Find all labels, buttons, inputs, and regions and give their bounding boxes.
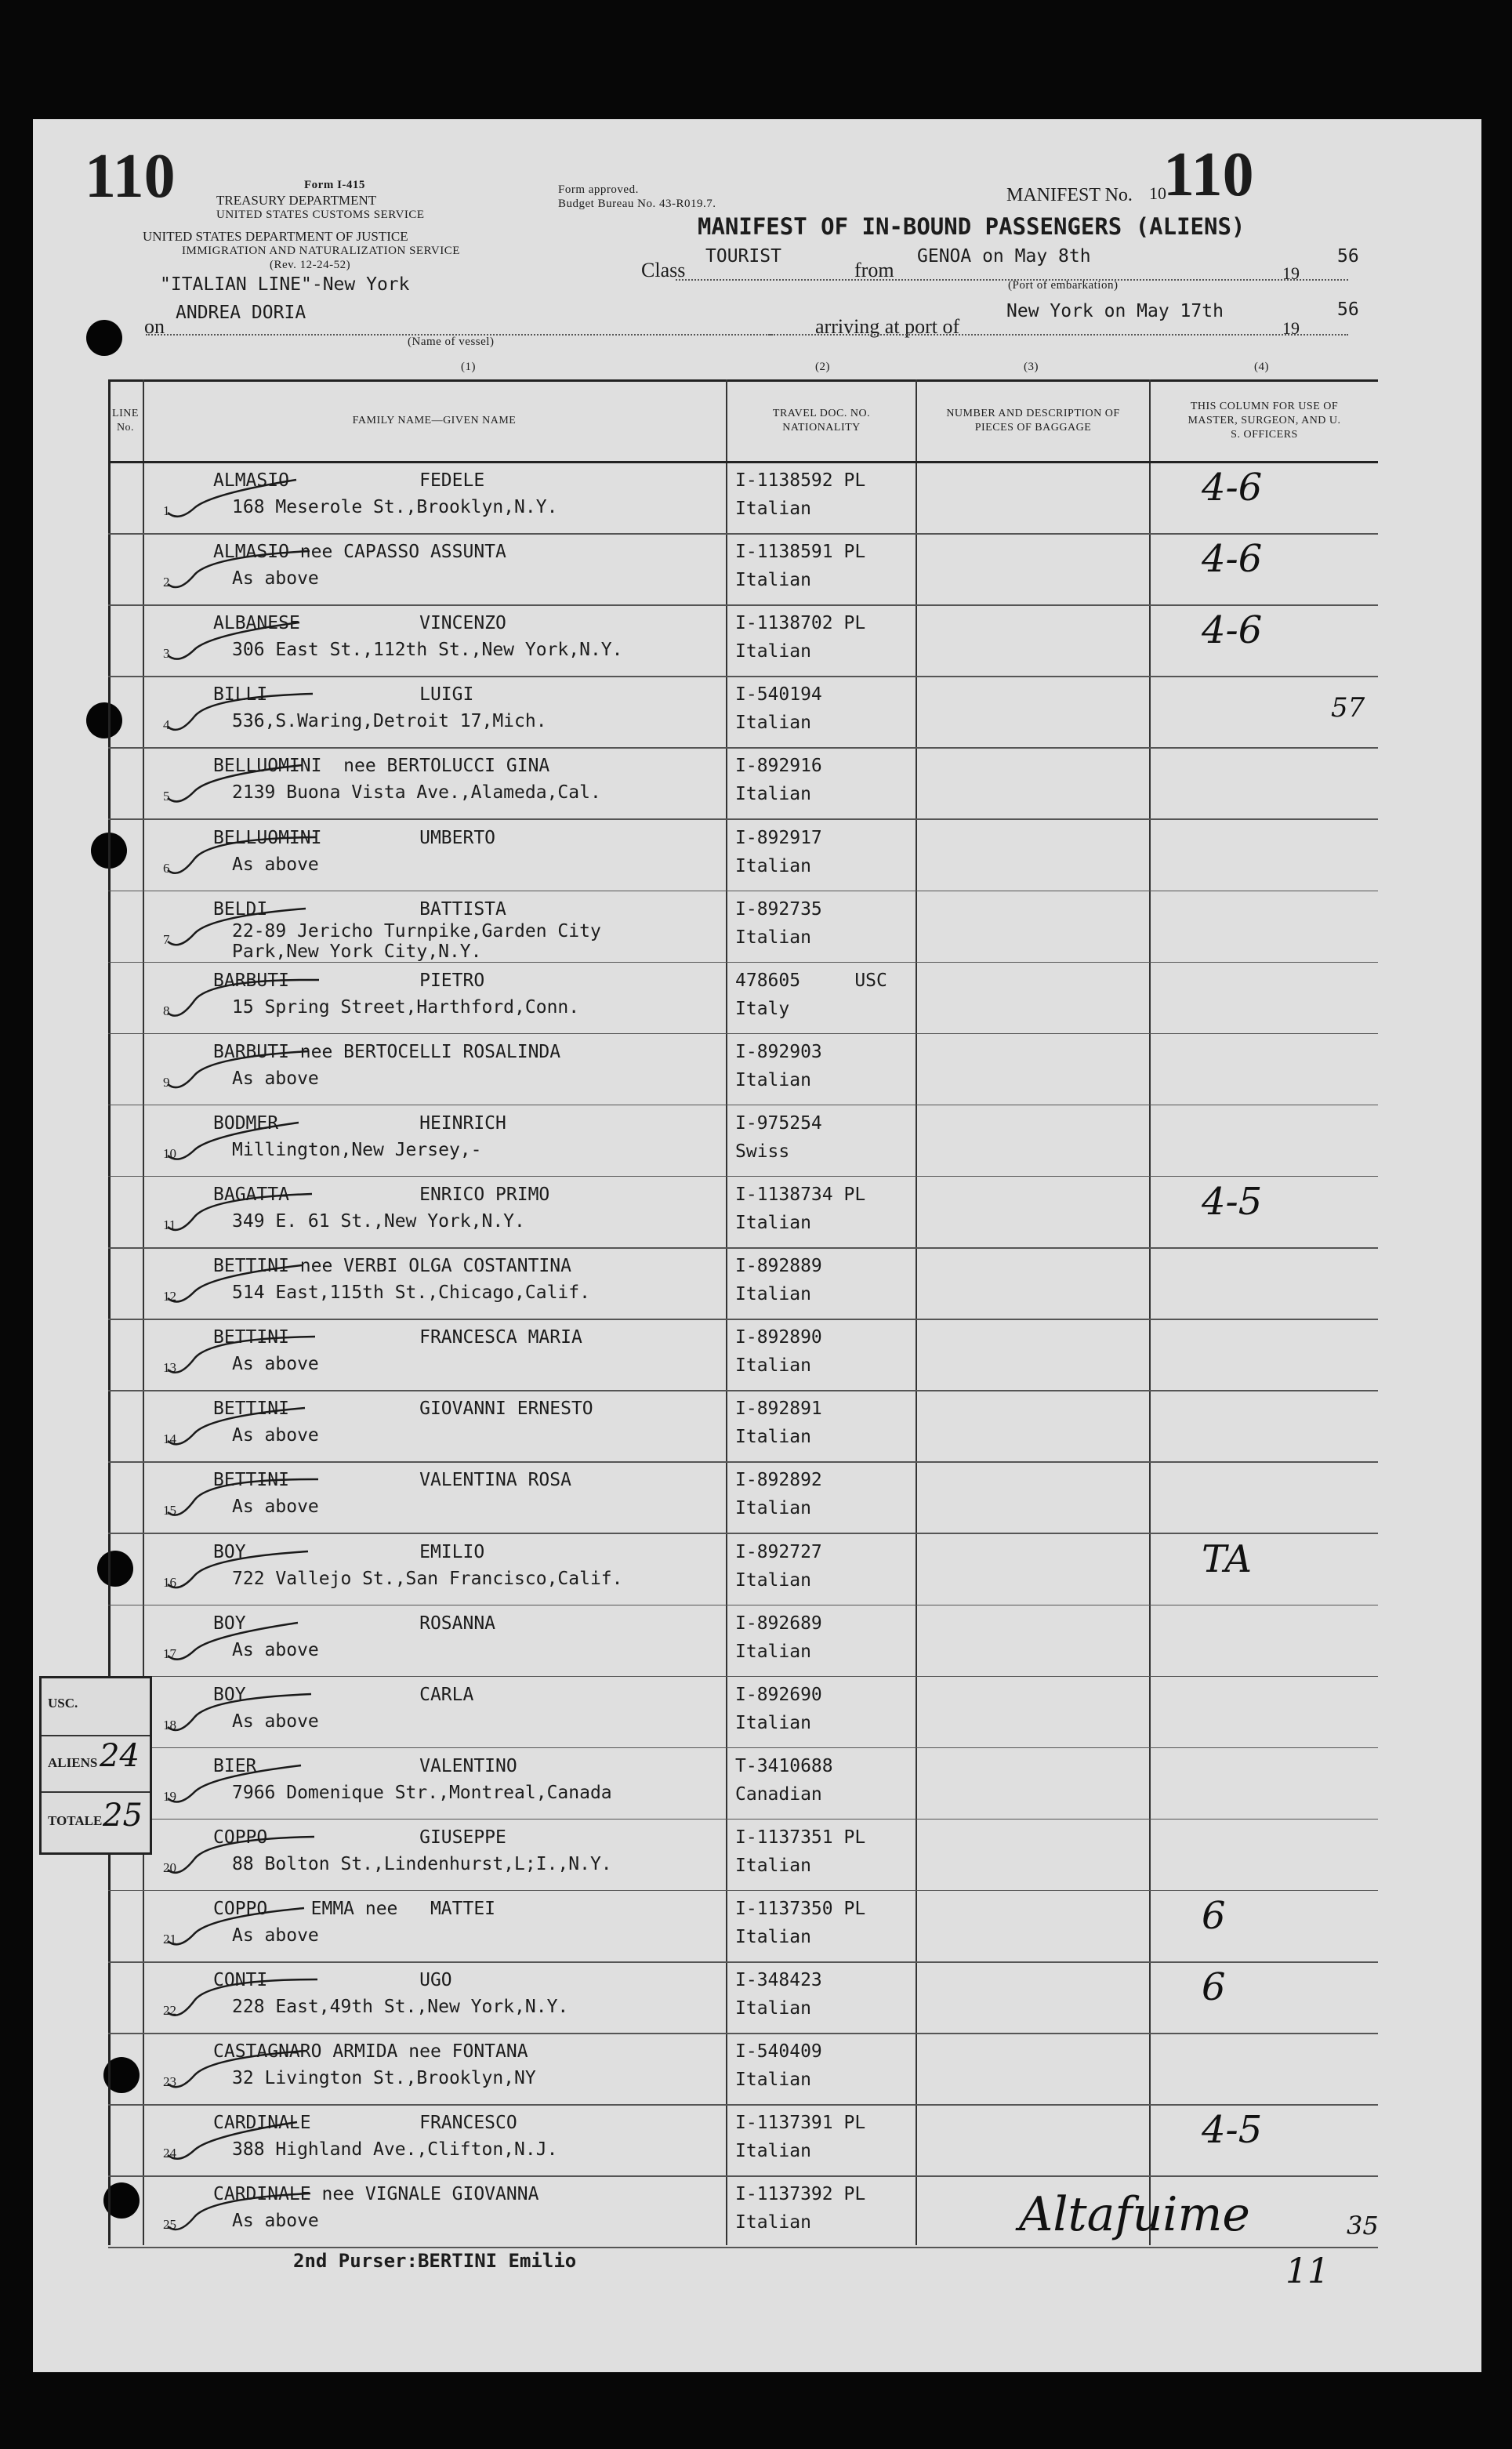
table-row: [108, 1248, 1378, 1319]
line-number: 21: [163, 1932, 176, 1947]
page-number: 110: [85, 142, 176, 211]
passenger-name: CARDINALE FRANCESCO: [213, 2113, 517, 2134]
nationality: Italian: [735, 855, 811, 876]
customs-service: UNITED STATES CUSTOMS SERVICE: [216, 209, 425, 221]
line-number: 20: [163, 1859, 176, 1875]
header-officers: THIS COLUMN FOR USE OF MASTER, SURGEON, AND U. S. OFFICERS: [1187, 400, 1341, 441]
passenger-name: BOY ROSANNA: [213, 1613, 496, 1634]
officer-note: 4-6: [1202, 466, 1263, 510]
travel-document: I-1137391 PL: [735, 2113, 866, 2134]
class-value: TOURIST: [705, 246, 781, 267]
nationality: Italian: [735, 927, 811, 948]
line-number: 2: [163, 575, 170, 590]
form-line: [146, 334, 773, 336]
check-mark-icon: [163, 1905, 351, 1952]
table-row: [108, 1962, 1378, 2034]
travel-document: I-1137351 PL: [735, 1827, 866, 1848]
line-number: 13: [163, 1360, 176, 1376]
passenger-name: CARDINALE nee VIGNALE GIOVANNA: [213, 2184, 539, 2205]
passenger-address: As above: [232, 1639, 319, 1660]
passenger-name: ALBANESE VINCENZO: [213, 613, 506, 634]
nationality: Italian: [735, 1355, 811, 1377]
table-row: [108, 2034, 1378, 2105]
passenger-address: As above: [232, 2211, 319, 2232]
nationality: Italian: [735, 2141, 811, 2162]
passenger-address: 168 Meserole St.,Brooklyn,N.Y.: [232, 497, 558, 517]
passenger-address: 388 Highland Ave.,Clifton,N.J.: [232, 2139, 558, 2161]
revision-date: (Rev. 12-24-52): [270, 259, 351, 271]
passenger-name: BARBUTI PIETRO: [213, 970, 485, 991]
table-row: [108, 1820, 1378, 1891]
travel-document: I-892727: [735, 1541, 822, 1562]
line-number: 1: [163, 503, 170, 518]
passenger-address: As above: [232, 1711, 319, 1732]
passenger-name: BETTINI FRANCESCA MARIA: [213, 1327, 582, 1348]
header-baggage: NUMBER AND DESCRIPTION OF PIECES OF BAGGAGE: [946, 407, 1120, 434]
table-row: [108, 1534, 1378, 1605]
passenger-name: BARBUTI nee BERTOCELLI ROSALINDA: [213, 1041, 561, 1062]
travel-document: I-892891: [735, 1399, 822, 1420]
travel-document: I-1137392 PL: [735, 2184, 866, 2205]
passenger-name: ALMASIO nee CAPASSO ASSUNTA: [213, 542, 506, 563]
table-row: [108, 463, 1378, 534]
check-mark-icon: [163, 1191, 351, 1238]
passenger-name: BETTINI nee VERBI OLGA COSTANTINA: [213, 1256, 571, 1277]
table-row: [108, 963, 1378, 1034]
check-mark-icon: [163, 1119, 351, 1166]
travel-document: I-540194: [735, 684, 822, 706]
officer-note: 4-6: [1202, 608, 1263, 653]
passenger-name: CASTAGNARO ARMIDA nee FONTANA: [213, 2041, 528, 2063]
passenger-address: As above: [232, 568, 319, 590]
passenger-name: CONTI UGO: [213, 1970, 452, 1991]
arrival-year-prefix: 19: [1282, 318, 1300, 338]
line-number: 25: [163, 2217, 176, 2233]
check-mark-icon: [163, 477, 351, 524]
passenger-address: As above: [232, 1425, 319, 1446]
department-of-justice: UNITED STATES DEPARTMENT OF JUSTICE: [143, 229, 408, 244]
tally-total-value: 25: [103, 1798, 143, 1834]
travel-document: 478605 USC: [735, 970, 887, 991]
passenger-name: COPPO GIUSEPPE: [213, 1827, 506, 1848]
nationality: Italian: [735, 1427, 811, 1448]
officer-note: 4-5: [1202, 1180, 1263, 1224]
table-row: [108, 605, 1378, 677]
travel-document: I-892689: [735, 1613, 822, 1634]
line-number: 23: [163, 2074, 176, 2090]
from-year: 56: [1337, 246, 1359, 267]
check-mark-icon: [163, 1333, 351, 1381]
line-number: 10: [163, 1145, 176, 1161]
column-number-3: (3): [1024, 361, 1039, 373]
line-number: 11: [163, 1217, 176, 1232]
nationality: Italian: [735, 1998, 811, 2019]
table-row: [108, 748, 1378, 819]
line-number: 17: [163, 1645, 176, 1661]
line-number: 7: [163, 931, 170, 947]
check-mark-icon: [163, 2119, 351, 2166]
check-mark-icon: [163, 1620, 351, 1667]
table-row: [108, 1748, 1378, 1820]
travel-document: I-540409: [735, 2041, 822, 2063]
officer-signature: Altafuime: [1019, 2187, 1250, 2242]
header-name: FAMILY NAME—GIVEN NAME: [352, 414, 517, 426]
travel-document: I-892735: [735, 898, 822, 920]
passenger-address: As above: [232, 1354, 319, 1375]
check-mark-icon: [163, 691, 351, 738]
bottom-mark: 11: [1285, 2251, 1329, 2291]
nationality: Italy: [735, 998, 790, 1019]
manifest-number: 110: [1163, 140, 1254, 209]
travel-document: I-892690: [735, 1684, 822, 1705]
line-number: 3: [163, 646, 170, 662]
passenger-name: BOY EMILIO: [213, 1541, 485, 1562]
passenger-name: BOY CARLA: [213, 1684, 474, 1705]
column-number-1: (1): [461, 361, 476, 373]
line-number: 16: [163, 1574, 176, 1590]
passenger-address: 536,S.Waring,Detroit 17,Mich.: [232, 711, 547, 732]
from-value: GENOA on May 8th: [917, 246, 1091, 267]
officer-note: 4-6: [1202, 537, 1263, 582]
line-number: 15: [163, 1503, 176, 1518]
line-number: 18: [163, 1717, 176, 1732]
check-mark-icon: [163, 1476, 351, 1523]
column-number-4: (4): [1254, 361, 1269, 373]
travel-document: I-892917: [735, 827, 822, 848]
treasury-department: TREASURY DEPARTMENT: [216, 193, 377, 208]
travel-document: I-1138591 PL: [735, 542, 866, 563]
nationality: Italian: [735, 1855, 811, 1876]
passenger-address: 349 E. 61 St.,New York,N.Y.: [232, 1211, 525, 1232]
immigration-service: IMMIGRATION AND NATURALIZATION SERVICE: [182, 245, 460, 257]
table-row: [108, 2105, 1378, 2176]
passenger-name: BAGATTA ENRICO PRIMO: [213, 1185, 550, 1205]
form-approved: Form approved.: [558, 183, 639, 196]
nationality: Italian: [735, 784, 811, 805]
nationality: Italian: [735, 2070, 811, 2091]
table-row: [108, 534, 1378, 605]
line-number: 4: [163, 717, 170, 733]
passenger-name: BODMER HEINRICH: [213, 1112, 506, 1134]
check-mark-icon: [163, 1976, 351, 2023]
form-line: [676, 279, 1348, 281]
nationality: Italian: [735, 641, 811, 662]
manifest-small-number: 10: [1149, 183, 1166, 203]
header-line-no: LINE No.: [112, 407, 139, 434]
check-mark-icon: [163, 1834, 351, 1881]
nationality: Italian: [735, 1213, 811, 1233]
officer-note: 4-5: [1202, 2108, 1263, 2153]
table-row: [108, 1105, 1378, 1177]
passenger-name: BILLI LUIGI: [213, 684, 474, 706]
line-number: 14: [163, 1431, 176, 1447]
column-number-2: (2): [815, 361, 830, 373]
class-label: Class: [641, 259, 686, 281]
arrival-year: 56: [1337, 299, 1359, 320]
passenger-address: 228 East,49th St.,New York,N.Y.: [232, 1997, 569, 2018]
check-mark-icon: [163, 2048, 351, 2095]
line-number: 5: [163, 789, 170, 804]
vessel-name: ANDREA DORIA: [176, 303, 306, 323]
table-row: [108, 1605, 1378, 1677]
passenger-name: BELLUOMINI nee BERTOLUCCI GINA: [213, 756, 550, 777]
nationality: Swiss: [735, 1141, 790, 1162]
passenger-name: BELLUOMINI UMBERTO: [213, 827, 496, 848]
passenger-address: 7966 Domenique Str.,Montreal,Canada: [232, 1782, 612, 1803]
passenger-name: BETTINI VALENTINA ROSA: [213, 1470, 571, 1491]
travel-document: I-892903: [735, 1041, 822, 1062]
check-mark-icon: [163, 977, 351, 1024]
check-mark-icon: [163, 1262, 351, 1309]
travel-document: I-1138734 PL: [735, 1185, 866, 1205]
line-number: 22: [163, 2003, 176, 2019]
check-mark-icon: [163, 619, 351, 666]
form-line: [768, 334, 1348, 336]
nationality: Italian: [735, 499, 811, 519]
officer-note: 6: [1202, 1965, 1226, 2010]
travel-document: I-1137350 PL: [735, 1899, 866, 1919]
passenger-address: As above: [232, 1068, 319, 1089]
passenger-name: BETTINI GIOVANNI ERNESTO: [213, 1399, 593, 1420]
passenger-address: As above: [232, 1497, 319, 1518]
officer-note: 57: [1331, 692, 1365, 724]
table-row: [108, 1462, 1378, 1533]
purser-line: 2nd Purser:BERTINI Emilio: [293, 2250, 577, 2272]
line-number: 8: [163, 1003, 170, 1018]
check-mark-icon: [163, 1548, 351, 1595]
line-number: 9: [163, 1074, 170, 1090]
nationality: Canadian: [735, 1783, 822, 1805]
officer-note: TA: [1202, 1537, 1253, 1581]
passenger-address: 15 Spring Street,Harthford,Conn.: [232, 996, 580, 1018]
nationality: Italian: [735, 1641, 811, 1662]
travel-document: T-3410688: [735, 1755, 833, 1776]
nationality: Italian: [735, 2212, 811, 2233]
table-row: [108, 1319, 1378, 1391]
embarkation-caption: (Port of embarkation): [1008, 279, 1119, 292]
passenger-address: As above: [232, 854, 319, 875]
nationality: Italian: [735, 1069, 811, 1090]
line-number: 6: [163, 860, 170, 876]
check-mark-icon: [163, 1048, 351, 1095]
table-row: [108, 677, 1378, 748]
tally-aliens-value: 24: [100, 1738, 140, 1774]
manifest-title: MANIFEST OF IN-BOUND PASSENGERS (ALIENS): [698, 213, 1245, 240]
travel-document: I-892892: [735, 1470, 822, 1491]
nationality: Italian: [735, 570, 811, 591]
travel-document: I-348423: [735, 1970, 822, 1991]
arriving-label: arriving at port of: [815, 315, 960, 338]
tally-total-label: TOTALE: [48, 1813, 103, 1828]
line-company: "ITALIAN LINE"-New York: [160, 274, 410, 295]
passenger-name: BIER VALENTINO: [213, 1755, 517, 1776]
nationality: Italian: [735, 1498, 811, 1519]
passenger-address: 32 Livington St.,Brooklyn,NY: [232, 2068, 536, 2089]
tally-usc-label: USC.: [48, 1696, 78, 1711]
travel-document: I-892916: [735, 756, 822, 777]
travel-document: I-1138592 PL: [735, 470, 866, 491]
check-mark-icon: [163, 1762, 351, 1809]
from-label: from: [854, 259, 894, 281]
passenger-address-cont: Park,New York City,N.Y.: [232, 941, 482, 962]
table-row: [108, 1177, 1378, 1248]
line-number: 19: [163, 1788, 176, 1804]
table-row: [108, 820, 1378, 891]
arrival-value: New York on May 17th: [1006, 301, 1224, 321]
travel-document: I-892890: [735, 1327, 822, 1348]
table-row: [108, 1034, 1378, 1105]
officer-note: 6: [1202, 1894, 1226, 1938]
row-rule: [108, 2247, 1378, 2248]
passenger-name: BELDI BATTISTA: [213, 898, 506, 920]
passenger-address: 88 Bolton St.,Lindenhurst,L;I.,N.Y.: [232, 1853, 612, 1874]
passenger-address: Millington,New Jersey,-: [232, 1139, 482, 1160]
table-row: [108, 1891, 1378, 1962]
line-number: 24: [163, 2146, 176, 2161]
check-mark-icon: [163, 834, 351, 881]
table-row: [108, 891, 1378, 963]
check-mark-icon: [163, 905, 351, 952]
table-row: [108, 1391, 1378, 1462]
travel-document: I-975254: [735, 1112, 822, 1134]
table-row: [108, 1677, 1378, 1748]
nationality: Italian: [735, 1927, 811, 1947]
nationality: Italian: [735, 1284, 811, 1305]
nationality: Italian: [735, 1569, 811, 1591]
signature-mark: 35: [1347, 2211, 1379, 2240]
passenger-table: [108, 379, 1378, 2245]
passenger-name: ALMASIO FEDELE: [213, 470, 485, 491]
nationality: Italian: [735, 713, 811, 734]
punch-hole: [86, 320, 122, 356]
check-mark-icon: [163, 762, 351, 809]
passenger-address: 514 East,115th St.,Chicago,Calif.: [232, 1283, 590, 1304]
passenger-address: 722 Vallejo St.,San Francisco,Calif.: [232, 1568, 623, 1589]
budget-bureau: Budget Bureau No. 43-R019.7.: [558, 198, 716, 210]
on-label: on: [144, 315, 165, 338]
line-number: 12: [163, 1289, 176, 1304]
tally-box: [39, 1676, 152, 1855]
travel-document: I-892889: [735, 1256, 822, 1277]
passenger-address: 306 East St.,112th St.,New York,N.Y.: [232, 640, 623, 661]
check-mark-icon: [163, 1691, 351, 1738]
check-mark-icon: [163, 548, 351, 595]
vessel-caption: (Name of vessel): [408, 336, 495, 348]
tally-aliens-label: ALIENS: [48, 1755, 98, 1770]
travel-document: I-1138702 PL: [735, 613, 866, 634]
manifest-label: MANIFEST No.: [1006, 185, 1133, 205]
from-year-prefix: 19: [1282, 263, 1300, 283]
check-mark-icon: [163, 2190, 351, 2237]
header-travel-doc: TRAVEL DOC. NO. NATIONALITY: [772, 407, 871, 434]
check-mark-icon: [163, 1405, 351, 1452]
passenger-name: COPPO EMMA nee MATTEI: [213, 1899, 496, 1919]
passenger-address: 2139 Buona Vista Ave.,Alameda,Cal.: [232, 782, 601, 804]
nationality: Italian: [735, 1712, 811, 1733]
form-number: Form I-415: [304, 179, 365, 191]
passenger-address: 22-89 Jericho Turnpike,Garden City: [232, 920, 601, 942]
passenger-address: As above: [232, 1925, 319, 1946]
